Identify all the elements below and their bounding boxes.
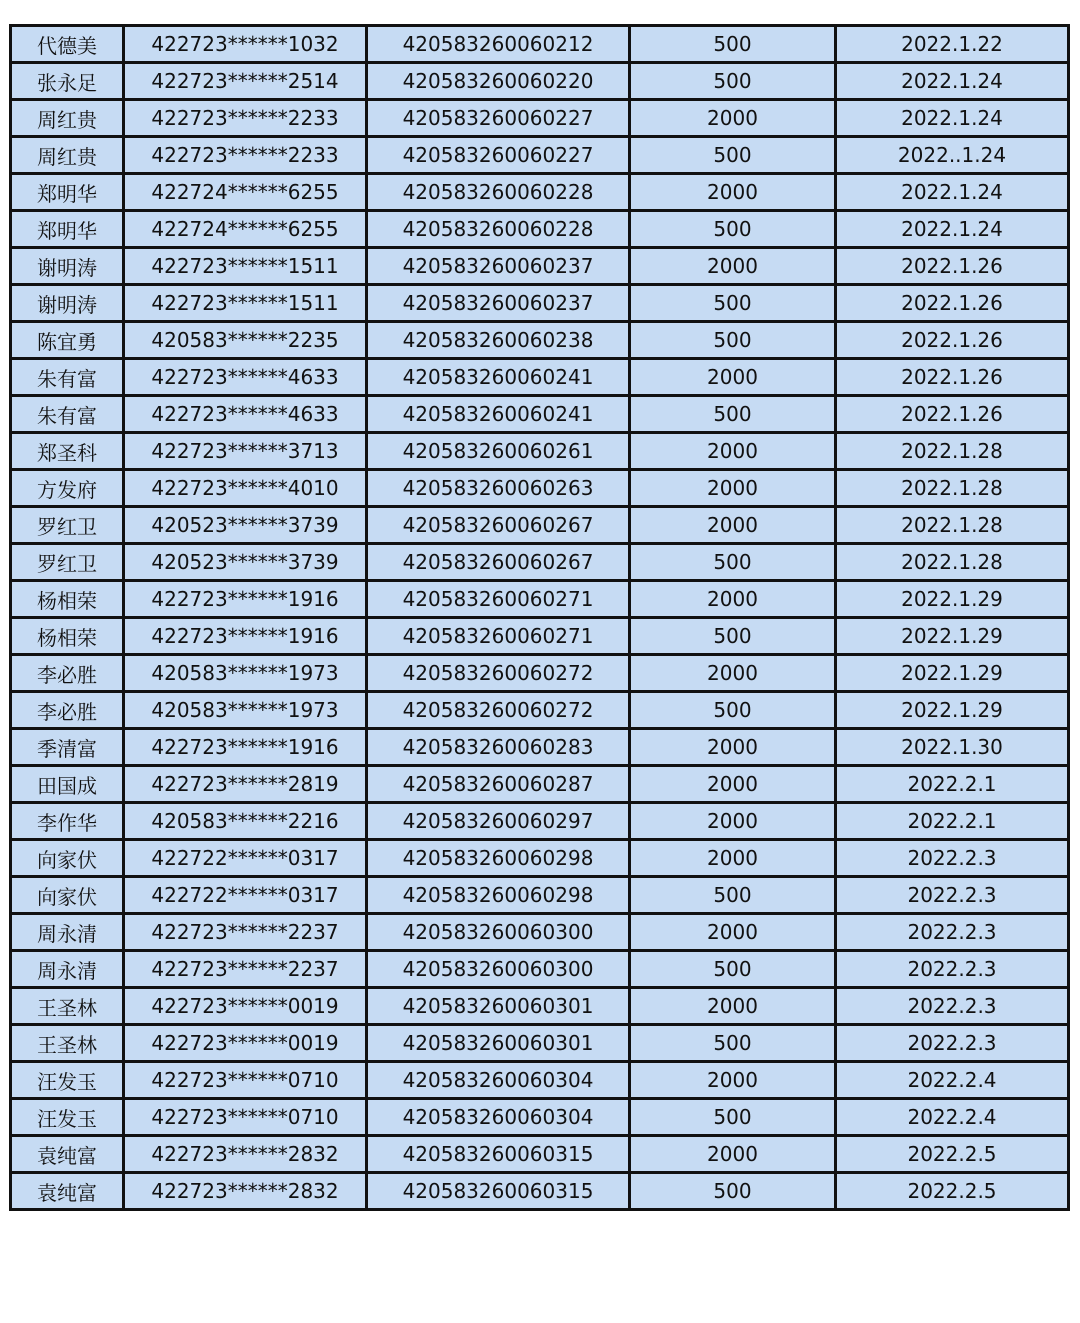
amount-cell: 2000 <box>630 174 836 211</box>
account-number-cell: 420583260060287 <box>367 766 630 803</box>
account-number-cell: 420583260060298 <box>367 877 630 914</box>
table-row <box>11 840 1069 877</box>
amount-cell: 500 <box>630 1173 836 1210</box>
account-number-cell: 420583260060271 <box>367 581 630 618</box>
amount-cell: 2000 <box>630 655 836 692</box>
id-number-cell: 422723******4010 <box>124 470 367 507</box>
table-row <box>11 285 1069 322</box>
id-number-cell: 422723******0019 <box>124 1025 367 1062</box>
table-row <box>11 248 1069 285</box>
id-number-cell: 422723******2832 <box>124 1173 367 1210</box>
name-cell: 郑明华 <box>11 211 124 248</box>
id-number-cell: 422723******3713 <box>124 433 367 470</box>
name-cell: 李必胜 <box>11 655 124 692</box>
date-cell: 2022.2.1 <box>836 803 1069 840</box>
date-cell: 2022.2.3 <box>836 1025 1069 1062</box>
date-cell: 2022.1.28 <box>836 470 1069 507</box>
id-number-cell: 422723******1511 <box>124 285 367 322</box>
amount-cell: 500 <box>630 63 836 100</box>
account-number-cell: 420583260060241 <box>367 359 630 396</box>
id-number-cell: 422722******0317 <box>124 877 367 914</box>
table-row <box>11 1099 1069 1136</box>
account-number-cell: 420583260060227 <box>367 137 630 174</box>
name-cell: 周红贵 <box>11 100 124 137</box>
name-cell: 王圣林 <box>11 988 124 1025</box>
name-cell: 汪发玉 <box>11 1099 124 1136</box>
account-number-cell: 420583260060241 <box>367 396 630 433</box>
amount-cell: 500 <box>630 618 836 655</box>
table-row <box>11 26 1069 63</box>
account-number-cell: 420583260060271 <box>367 618 630 655</box>
date-cell: 2022.1.29 <box>836 692 1069 729</box>
id-number-cell: 420523******3739 <box>124 507 367 544</box>
id-number-cell: 422723******0019 <box>124 988 367 1025</box>
id-number-cell: 422724******6255 <box>124 174 367 211</box>
id-number-cell: 422723******2233 <box>124 137 367 174</box>
name-cell: 杨相荣 <box>11 581 124 618</box>
amount-cell: 500 <box>630 285 836 322</box>
id-number-cell: 420583******1973 <box>124 692 367 729</box>
date-cell: 2022.1.26 <box>836 248 1069 285</box>
account-number-cell: 420583260060315 <box>367 1136 630 1173</box>
account-number-cell: 420583260060220 <box>367 63 630 100</box>
date-cell: 2022.1.30 <box>836 729 1069 766</box>
account-number-cell: 420583260060304 <box>367 1062 630 1099</box>
amount-cell: 500 <box>630 1025 836 1062</box>
id-number-cell: 422723******1916 <box>124 581 367 618</box>
name-cell: 罗红卫 <box>11 544 124 581</box>
date-cell: 2022.2.3 <box>836 914 1069 951</box>
name-cell: 王圣林 <box>11 1025 124 1062</box>
id-number-cell: 422723******4633 <box>124 359 367 396</box>
id-number-cell: 422723******2237 <box>124 914 367 951</box>
id-number-cell: 422723******0710 <box>124 1062 367 1099</box>
name-cell: 周红贵 <box>11 137 124 174</box>
account-number-cell: 420583260060301 <box>367 988 630 1025</box>
id-number-cell: 422723******2233 <box>124 100 367 137</box>
id-number-cell: 422723******0710 <box>124 1099 367 1136</box>
table-row <box>11 433 1069 470</box>
name-cell: 郑明华 <box>11 174 124 211</box>
account-number-cell: 420583260060272 <box>367 655 630 692</box>
account-number-cell: 420583260060315 <box>367 1173 630 1210</box>
date-cell: 2022.1.29 <box>836 655 1069 692</box>
id-number-cell: 422723******2514 <box>124 63 367 100</box>
name-cell: 杨相荣 <box>11 618 124 655</box>
date-cell: 2022.1.26 <box>836 285 1069 322</box>
date-cell: 2022.2.5 <box>836 1136 1069 1173</box>
name-cell: 谢明涛 <box>11 285 124 322</box>
date-cell: 2022.2.1 <box>836 766 1069 803</box>
date-cell: 2022.1.28 <box>836 544 1069 581</box>
account-number-cell: 420583260060212 <box>367 26 630 63</box>
amount-cell: 2000 <box>630 840 836 877</box>
date-cell: 2022.2.3 <box>836 988 1069 1025</box>
name-cell: 郑圣科 <box>11 433 124 470</box>
amount-cell: 2000 <box>630 729 836 766</box>
table-row <box>11 544 1069 581</box>
amount-cell: 500 <box>630 396 836 433</box>
records-table-body <box>11 26 1069 1210</box>
account-number-cell: 420583260060272 <box>367 692 630 729</box>
id-number-cell: 420583******1973 <box>124 655 367 692</box>
table-row <box>11 211 1069 248</box>
id-number-cell: 420523******3739 <box>124 544 367 581</box>
table-row <box>11 1173 1069 1210</box>
date-cell: 2022.1.24 <box>836 100 1069 137</box>
id-number-cell: 422723******1916 <box>124 729 367 766</box>
amount-cell: 2000 <box>630 803 836 840</box>
id-number-cell: 422723******1511 <box>124 248 367 285</box>
id-number-cell: 422722******0317 <box>124 840 367 877</box>
table-row <box>11 766 1069 803</box>
date-cell: 2022.1.28 <box>836 507 1069 544</box>
amount-cell: 500 <box>630 544 836 581</box>
name-cell: 朱有富 <box>11 359 124 396</box>
amount-cell: 2000 <box>630 359 836 396</box>
id-number-cell: 422723******2819 <box>124 766 367 803</box>
date-cell: 2022.1.28 <box>836 433 1069 470</box>
name-cell: 周永清 <box>11 951 124 988</box>
id-number-cell: 420583******2216 <box>124 803 367 840</box>
date-cell: 2022.1.26 <box>836 396 1069 433</box>
amount-cell: 2000 <box>630 1136 836 1173</box>
table-row <box>11 174 1069 211</box>
name-cell: 田国成 <box>11 766 124 803</box>
name-cell: 方发府 <box>11 470 124 507</box>
table-row <box>11 359 1069 396</box>
account-number-cell: 420583260060300 <box>367 914 630 951</box>
amount-cell: 500 <box>630 1099 836 1136</box>
account-number-cell: 420583260060267 <box>367 544 630 581</box>
name-cell: 袁纯富 <box>11 1173 124 1210</box>
account-number-cell: 420583260060300 <box>367 951 630 988</box>
name-cell: 代德美 <box>11 26 124 63</box>
account-number-cell: 420583260060304 <box>367 1099 630 1136</box>
name-cell: 罗红卫 <box>11 507 124 544</box>
id-number-cell: 420583******2235 <box>124 322 367 359</box>
amount-cell: 500 <box>630 26 836 63</box>
date-cell: 2022.2.4 <box>836 1099 1069 1136</box>
amount-cell: 500 <box>630 692 836 729</box>
account-number-cell: 420583260060301 <box>367 1025 630 1062</box>
table-row <box>11 803 1069 840</box>
amount-cell: 2000 <box>630 248 836 285</box>
date-cell: 2022.2.3 <box>836 840 1069 877</box>
table-row <box>11 655 1069 692</box>
amount-cell: 2000 <box>630 507 836 544</box>
table-row <box>11 729 1069 766</box>
table-row <box>11 63 1069 100</box>
amount-cell: 2000 <box>630 1062 836 1099</box>
name-cell: 朱有富 <box>11 396 124 433</box>
account-number-cell: 420583260060237 <box>367 248 630 285</box>
table-row <box>11 618 1069 655</box>
name-cell: 李作华 <box>11 803 124 840</box>
date-cell: 2022..1.24 <box>836 137 1069 174</box>
amount-cell: 2000 <box>630 914 836 951</box>
name-cell: 袁纯富 <box>11 1136 124 1173</box>
amount-cell: 2000 <box>630 766 836 803</box>
id-number-cell: 422723******1916 <box>124 618 367 655</box>
table-row <box>11 137 1069 174</box>
amount-cell: 2000 <box>630 470 836 507</box>
table-row <box>11 988 1069 1025</box>
account-number-cell: 420583260060263 <box>367 470 630 507</box>
id-number-cell: 422723******4633 <box>124 396 367 433</box>
date-cell: 2022.1.22 <box>836 26 1069 63</box>
table-row <box>11 914 1069 951</box>
table-row <box>11 877 1069 914</box>
name-cell: 谢明涛 <box>11 248 124 285</box>
account-number-cell: 420583260060228 <box>367 211 630 248</box>
date-cell: 2022.1.24 <box>836 211 1069 248</box>
table-row <box>11 396 1069 433</box>
name-cell: 张永足 <box>11 63 124 100</box>
account-number-cell: 420583260060228 <box>367 174 630 211</box>
name-cell: 周永清 <box>11 914 124 951</box>
id-number-cell: 422724******6255 <box>124 211 367 248</box>
name-cell: 季清富 <box>11 729 124 766</box>
date-cell: 2022.2.5 <box>836 1173 1069 1210</box>
date-cell: 2022.1.29 <box>836 618 1069 655</box>
account-number-cell: 420583260060227 <box>367 100 630 137</box>
date-cell: 2022.2.3 <box>836 951 1069 988</box>
amount-cell: 2000 <box>630 100 836 137</box>
name-cell: 李必胜 <box>11 692 124 729</box>
table-row <box>11 581 1069 618</box>
name-cell: 向家伏 <box>11 840 124 877</box>
table-row <box>11 100 1069 137</box>
account-number-cell: 420583260060238 <box>367 322 630 359</box>
date-cell: 2022.1.29 <box>836 581 1069 618</box>
name-cell: 汪发玉 <box>11 1062 124 1099</box>
table-row <box>11 1136 1069 1173</box>
records-table <box>9 24 1070 1211</box>
account-number-cell: 420583260060283 <box>367 729 630 766</box>
table-row <box>11 507 1069 544</box>
date-cell: 2022.1.24 <box>836 174 1069 211</box>
account-number-cell: 420583260060267 <box>367 507 630 544</box>
date-cell: 2022.2.3 <box>836 877 1069 914</box>
account-number-cell: 420583260060297 <box>367 803 630 840</box>
table-row <box>11 951 1069 988</box>
table-row <box>11 1062 1069 1099</box>
table-row <box>11 470 1069 507</box>
amount-cell: 2000 <box>630 988 836 1025</box>
id-number-cell: 422723******1032 <box>124 26 367 63</box>
table-row <box>11 1025 1069 1062</box>
amount-cell: 500 <box>630 951 836 988</box>
account-number-cell: 420583260060298 <box>367 840 630 877</box>
amount-cell: 2000 <box>630 433 836 470</box>
amount-cell: 500 <box>630 211 836 248</box>
amount-cell: 500 <box>630 322 836 359</box>
account-number-cell: 420583260060261 <box>367 433 630 470</box>
amount-cell: 500 <box>630 137 836 174</box>
name-cell: 向家伏 <box>11 877 124 914</box>
amount-cell: 500 <box>630 877 836 914</box>
table-row <box>11 692 1069 729</box>
date-cell: 2022.1.24 <box>836 63 1069 100</box>
amount-cell: 2000 <box>630 581 836 618</box>
records-sheet <box>9 24 1067 1211</box>
table-row <box>11 322 1069 359</box>
account-number-cell: 420583260060237 <box>367 285 630 322</box>
name-cell: 陈宜勇 <box>11 322 124 359</box>
id-number-cell: 422723******2237 <box>124 951 367 988</box>
date-cell: 2022.1.26 <box>836 322 1069 359</box>
id-number-cell: 422723******2832 <box>124 1136 367 1173</box>
date-cell: 2022.1.26 <box>836 359 1069 396</box>
date-cell: 2022.2.4 <box>836 1062 1069 1099</box>
